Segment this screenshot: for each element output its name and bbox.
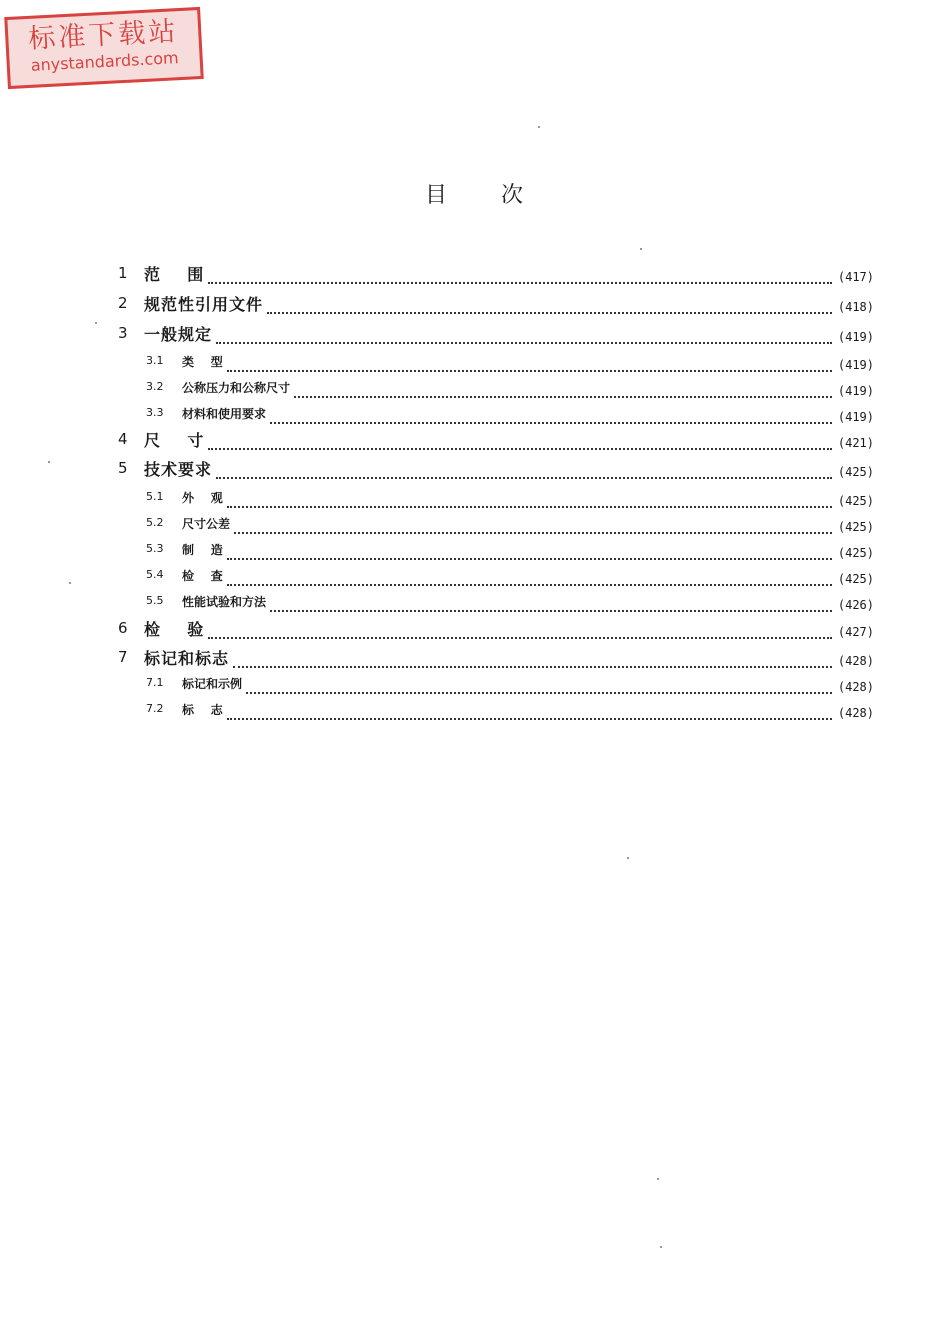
toc-entry-number: 6 bbox=[118, 619, 128, 637]
toc-entry bbox=[118, 402, 874, 428]
toc-leader-dots bbox=[216, 457, 832, 479]
toc-entry-label: 检 查 bbox=[182, 569, 223, 583]
toc-leader-dots bbox=[270, 402, 832, 424]
toc-entry bbox=[118, 590, 874, 616]
toc-entry-page: (419) bbox=[837, 384, 874, 398]
watermark-title: 标准下载站 bbox=[27, 16, 180, 55]
toc-entry-number: 4 bbox=[118, 430, 128, 448]
toc-entry-label: 规范性引用文件 bbox=[144, 295, 264, 314]
toc-entry-label: 一般规定 bbox=[144, 325, 213, 344]
toc-entry bbox=[118, 292, 874, 318]
toc-entry-page: (421) bbox=[837, 436, 874, 450]
toc-leader-dots bbox=[227, 350, 832, 372]
toc-entry-page: (425) bbox=[837, 520, 874, 534]
toc-entry-number: 5.1 bbox=[146, 490, 164, 503]
toc-leader-dots bbox=[227, 698, 832, 720]
toc-entry-page: (427) bbox=[837, 625, 874, 639]
toc-entry-label: 检 验 bbox=[144, 620, 205, 639]
toc-entry-page: (428) bbox=[837, 654, 874, 668]
toc-leader-dots bbox=[208, 617, 832, 639]
toc-entry-page: (428) bbox=[837, 706, 874, 720]
toc-leader-dots bbox=[227, 538, 832, 560]
toc-entry-label: 公称压力和公称尺寸 bbox=[182, 381, 291, 395]
toc-entry-number: 7.2 bbox=[146, 702, 164, 715]
toc-entry-page: (426) bbox=[837, 598, 874, 612]
toc-leader-dots bbox=[208, 262, 832, 284]
toc-entry-page: (419) bbox=[837, 330, 874, 344]
toc-entry-number: 7.1 bbox=[146, 676, 164, 689]
toc-entry-number: 5.2 bbox=[146, 516, 164, 529]
toc-entry-label: 标 志 bbox=[182, 703, 223, 717]
toc-entry-page: (425) bbox=[837, 572, 874, 586]
toc-entry-label: 标记和示例 bbox=[182, 677, 243, 691]
toc-leader-dots bbox=[294, 376, 832, 398]
toc-entry bbox=[118, 672, 874, 698]
toc-entry-number: 3.2 bbox=[146, 380, 164, 393]
toc-entry bbox=[118, 646, 874, 672]
toc-entry bbox=[118, 486, 874, 512]
toc-entry bbox=[118, 512, 874, 538]
toc-entry-label: 尺 寸 bbox=[144, 431, 205, 450]
toc-entry-number: 5 bbox=[118, 459, 128, 477]
toc-entry-label: 尺寸公差 bbox=[182, 517, 231, 531]
toc-entry-label: 范 围 bbox=[144, 265, 205, 284]
toc-entry-page: (417) bbox=[837, 270, 874, 284]
toc-leader-dots bbox=[234, 512, 832, 534]
toc-leader-dots bbox=[233, 646, 832, 668]
toc-entry bbox=[118, 564, 874, 590]
toc-entry-page: (428) bbox=[837, 680, 874, 694]
toc-entry-page: (425) bbox=[837, 546, 874, 560]
toc-entry-page: (419) bbox=[837, 358, 874, 372]
toc-entry-page: (425) bbox=[837, 494, 874, 508]
toc-entry bbox=[118, 322, 874, 348]
toc-entry-number: 5.3 bbox=[146, 542, 164, 555]
watermark-url: anystandards.com bbox=[30, 48, 180, 75]
page-title-right: 次 bbox=[501, 183, 526, 208]
toc-entry bbox=[118, 538, 874, 564]
toc-entry-label: 技术要求 bbox=[144, 460, 213, 479]
toc-entry bbox=[118, 457, 874, 483]
toc-entry-number: 3.3 bbox=[146, 406, 164, 419]
toc-leader-dots bbox=[227, 486, 832, 508]
toc-entry bbox=[118, 350, 874, 376]
page-title bbox=[0, 178, 950, 209]
watermark-stamp bbox=[4, 7, 203, 89]
toc-entry-number: 3 bbox=[118, 324, 128, 342]
toc-entry-page: (418) bbox=[837, 300, 874, 314]
page-title-left: 目 bbox=[424, 183, 449, 208]
toc-entry-page: (425) bbox=[837, 465, 874, 479]
toc-leader-dots bbox=[208, 428, 832, 450]
toc-entry-number: 1 bbox=[118, 264, 128, 282]
toc-leader-dots bbox=[227, 564, 832, 586]
toc-entry-number: 2 bbox=[118, 294, 128, 312]
toc-entry bbox=[118, 376, 874, 402]
toc-entry-number: 5.4 bbox=[146, 568, 164, 581]
toc-leader-dots bbox=[246, 672, 832, 694]
toc-leader-dots bbox=[216, 322, 832, 344]
toc-entry bbox=[118, 617, 874, 643]
toc-entry-label: 标记和标志 bbox=[144, 649, 230, 668]
toc-entry bbox=[118, 262, 874, 288]
toc-entry-number: 7 bbox=[118, 648, 128, 666]
toc-entry-label: 性能试验和方法 bbox=[182, 595, 267, 609]
toc-entry-label: 外 观 bbox=[182, 491, 223, 505]
toc-entry-label: 材料和使用要求 bbox=[182, 407, 267, 421]
toc-entry-number: 3.1 bbox=[146, 354, 164, 367]
toc-entry bbox=[118, 698, 874, 724]
toc-entry-label: 类 型 bbox=[182, 355, 223, 369]
toc-entry bbox=[118, 428, 874, 454]
toc-entry-label: 制 造 bbox=[182, 543, 223, 557]
toc-leader-dots bbox=[267, 292, 832, 314]
toc-entry-number: 5.5 bbox=[146, 594, 164, 607]
toc-leader-dots bbox=[270, 590, 832, 612]
toc-entry-page: (419) bbox=[837, 410, 874, 424]
